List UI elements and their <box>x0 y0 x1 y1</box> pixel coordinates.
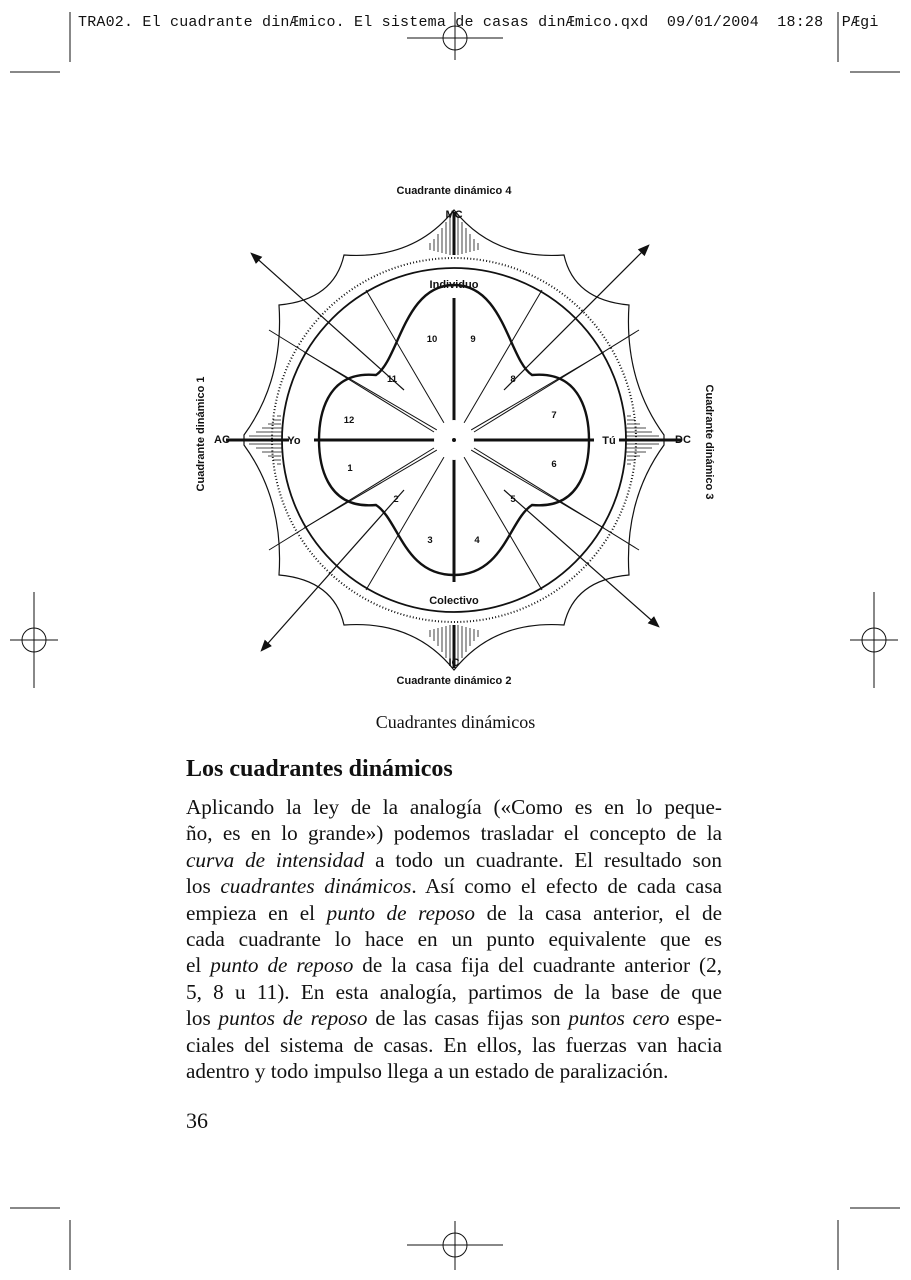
text-run: los <box>186 1006 219 1031</box>
mc-label: MC <box>445 209 463 221</box>
italic-run: cuadrantes dinámicos <box>220 874 412 899</box>
italic-run: punto de reposo <box>326 900 476 925</box>
text-run: Aplicando la ley de la analogía («Como es en lo peque- <box>186 795 722 819</box>
house-6: 6 <box>551 459 557 470</box>
paragraph-line <box>186 1005 722 1031</box>
italic-run: punto de reposo <box>210 953 354 978</box>
ac-label: AC <box>214 434 230 446</box>
italic-run: curva de intensidad <box>186 847 365 872</box>
print-slug-line: TRA02. El cuadrante dinÆmico. El sistema de casas dinÆmico.qxd 09/01/2004 18:28 PÆgi <box>78 14 879 31</box>
registration-mark-top <box>407 12 503 60</box>
text-run: adentro y todo impulso llega a un estado de paralización. <box>186 1059 669 1084</box>
house-11: 11 <box>386 374 398 385</box>
house-12: 12 <box>343 415 355 426</box>
registration-mark-bottom <box>407 1221 503 1270</box>
text-run: el <box>186 953 211 978</box>
ic-label: IC <box>448 657 460 669</box>
dynamic-quadrants-diagram <box>180 178 730 698</box>
text-run: ño, es en lo grande») podemos trasladar el concepto de la <box>186 821 722 846</box>
paragraph-line <box>186 952 722 978</box>
pole-yo: Yo <box>287 435 301 447</box>
italic-run: puntos cero <box>568 1006 670 1031</box>
paragraph-line <box>186 794 722 820</box>
text-run: cada cuadrante lo hace en un punto equivalente que es <box>186 927 722 952</box>
paragraph-line <box>186 1032 722 1058</box>
paragraph-line <box>186 820 722 846</box>
house-7: 7 <box>551 410 557 421</box>
house-4: 4 <box>474 535 480 546</box>
text-run: empieza en el <box>186 900 327 925</box>
figure-caption: Cuadrantes dinámicos <box>375 712 536 732</box>
text-run: a todo un cuadrante. El resultado son <box>364 847 722 872</box>
paragraph-line <box>186 926 722 952</box>
text-run: . Así como el efecto de cada casa <box>411 874 722 899</box>
paragraph-line <box>186 979 722 1005</box>
text-run: los <box>186 874 221 899</box>
pole-individuo: Individuo <box>429 279 479 291</box>
house-3: 3 <box>427 535 433 546</box>
text-run: de las casas fijas son <box>367 1006 569 1031</box>
paragraph-line <box>186 847 722 873</box>
text-run: de la casa anterior, el de <box>475 900 722 925</box>
house-10: 10 <box>426 334 438 345</box>
house-8: 8 <box>510 374 516 385</box>
registration-mark-right <box>850 592 898 688</box>
text-run: espe- <box>669 1006 722 1031</box>
house-2: 2 <box>393 494 399 505</box>
text-run: ciales del sistema de casas. En ellos, las fuerzas van hacia <box>186 1032 722 1057</box>
house-9: 9 <box>470 334 476 345</box>
body-paragraph <box>186 794 722 1084</box>
pole-colectivo: Colectivo <box>429 595 479 607</box>
section-heading: Los cuadrantes dinámicos <box>186 756 453 782</box>
house-5: 5 <box>510 494 516 505</box>
dc-label: DC <box>675 434 691 446</box>
quadrant-1-label: Cuadrante dinámico 1 <box>195 376 207 492</box>
quadrant-4-label: Cuadrante dinámico 4 <box>396 185 512 197</box>
quadrant-2-label: Cuadrante dinámico 2 <box>396 675 512 687</box>
paragraph-line <box>186 873 722 899</box>
paragraph-line <box>186 1058 722 1084</box>
text-run: de la casa fija del cuadrante anterior (2, <box>353 953 722 978</box>
registration-mark-left <box>10 592 58 688</box>
pole-tu: Tú <box>602 435 616 447</box>
house-1: 1 <box>347 463 353 474</box>
text-run: 5, 8 u 11). En esta analogía, partimos de la base de que <box>186 979 722 1004</box>
paragraph-line <box>186 900 722 926</box>
italic-run: puntos de reposo <box>218 1006 368 1031</box>
page-number: 36 <box>186 1108 208 1133</box>
quadrant-3-label: Cuadrante dinámico 3 <box>703 384 715 500</box>
